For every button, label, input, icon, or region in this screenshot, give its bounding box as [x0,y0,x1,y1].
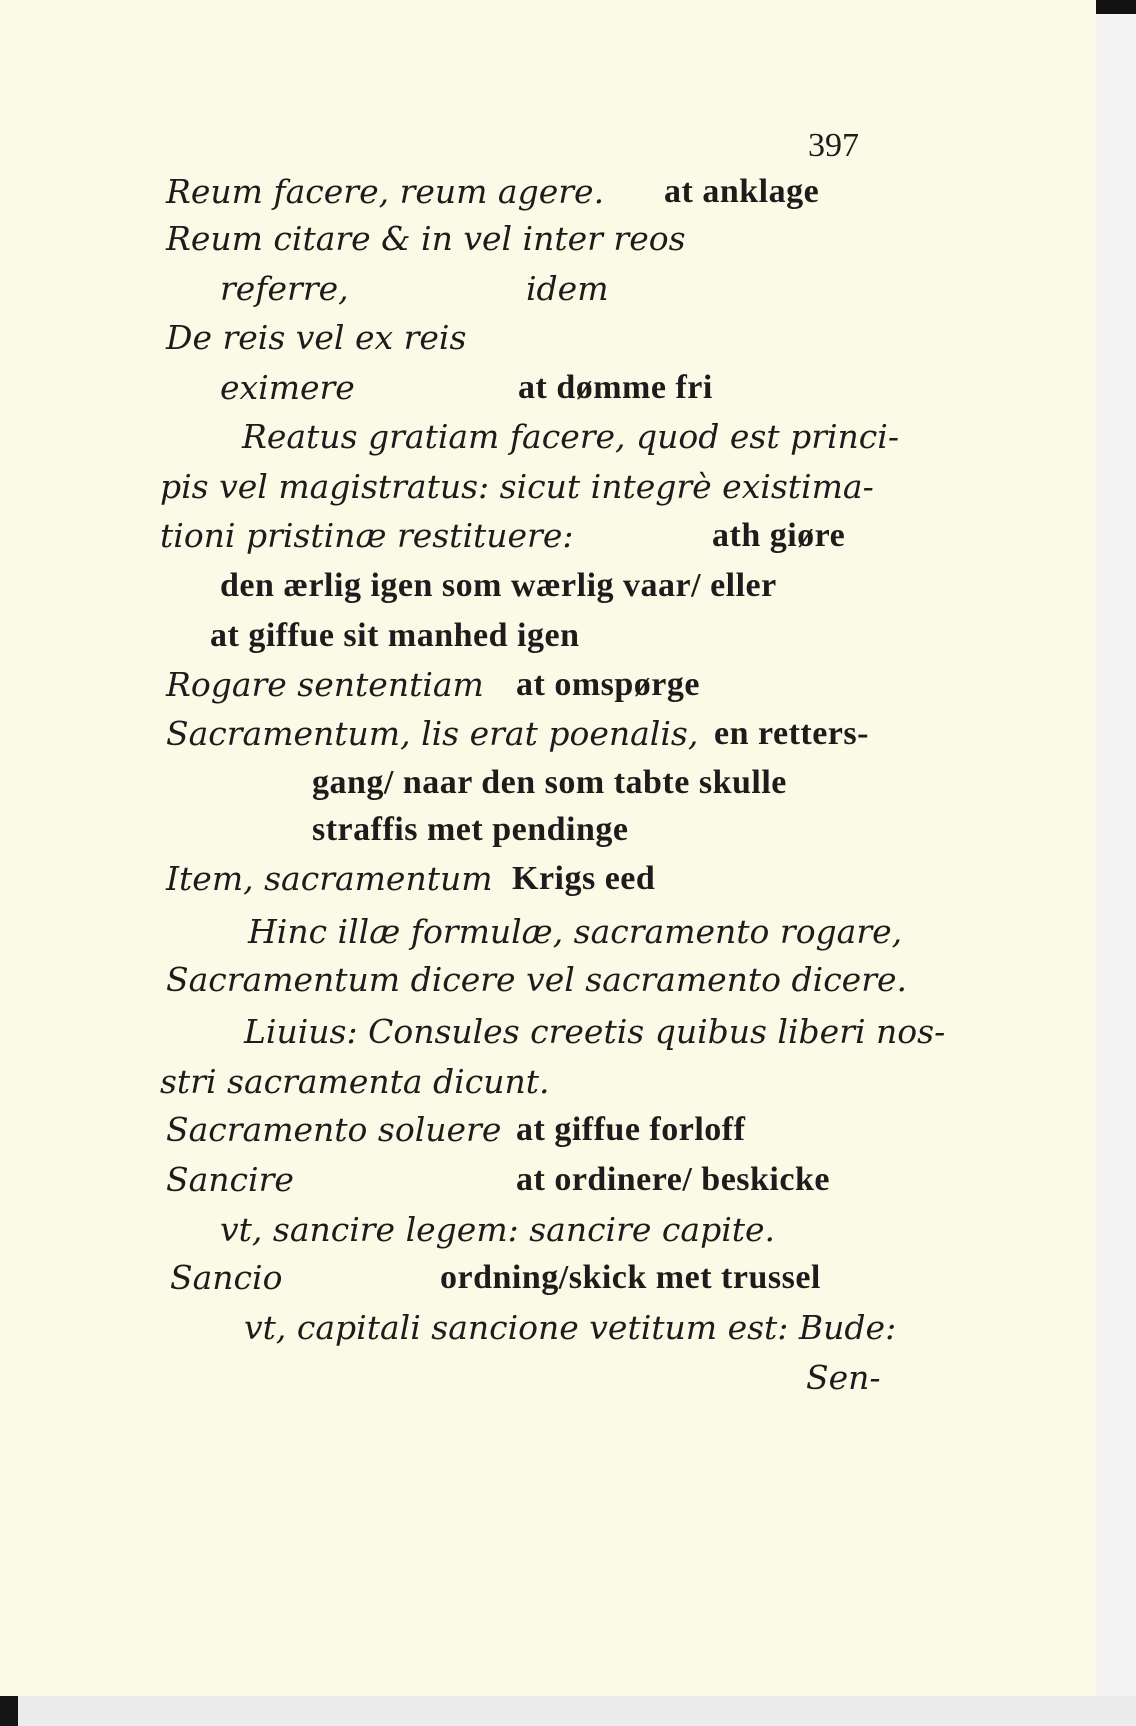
text-line: stri sacramenta dicunt. [160,1062,550,1101]
text-line: Sacramentum, lis erat poenalis, [166,714,699,753]
text-line: Rogare sententiam [166,665,484,704]
text-line: vt, capitali sancione vetitum est: Bude: [244,1308,897,1347]
scan-margin [1096,14,1136,1726]
text-line: Sacramento soluere [166,1110,502,1149]
text-line: Reum citare & in vel inter reos [166,219,686,258]
scan-margin [0,1696,1136,1726]
text-line: gang/ naar den som tabte skulle [312,764,787,801]
text-line: at ordinere/ beskicke [516,1161,830,1198]
text-line: at dømme fri [518,369,713,406]
text-line: eximere [220,368,355,407]
text-line: Sacramentum dicere vel sacramento dicere. [166,960,908,999]
text-line: den ærlig igen som wærlig vaar/ eller [220,567,777,604]
catchword: Sen- [806,1358,881,1397]
text-line: straffis met pendinge [312,811,629,848]
text-line: en retters- [714,715,869,752]
text-line: at omspørge [516,666,700,703]
page-number: 397 [808,127,859,164]
text-line: Sancire [166,1160,294,1199]
text-line: ath giøre [712,517,846,554]
text-line: at giffue forloff [516,1111,746,1148]
text-line: idem [526,269,609,308]
text-line: tioni pristinæ restituere: [160,516,574,555]
text-line: referre, [220,269,349,308]
scan-edge [1096,0,1136,14]
text-line: Hinc illæ formulæ, sacramento rogare, [248,912,903,951]
text-line: De reis vel ex reis [166,318,467,357]
text-line: ordning/skick met trussel [440,1259,821,1296]
scan-edge [0,1696,18,1726]
text-line: at anklage [664,173,820,210]
text-line: Item, sacramentum [166,859,493,898]
text-line: at giffue sit manhed igen [210,617,580,654]
text-line: Reatus gratiam facere, quod est princi- [242,417,899,456]
text-line: Reum facere, reum agere. [166,172,605,211]
text-line: Liuius: Consules creetis quibus liberi nos- [244,1012,946,1051]
text-line: Krigs eed [512,860,656,897]
text-line: pis vel magistratus: sicut integrè existima- [160,467,874,506]
text-line: Sancio [170,1258,283,1297]
text-line: vt, sancire legem: sancire capite. [220,1210,776,1249]
